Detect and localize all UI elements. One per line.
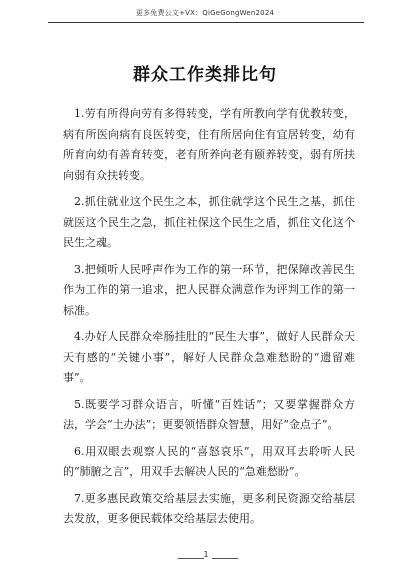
paragraph-1: 1.劳有所得向劳有多得转变，学有所教向学有优教转变，病有所医向病有良医转变，住有所居向住有宜居转变，幼有所育向幼有善育转变，老有所养向老有颐养转变，弱有所扶向弱有众扶转变。 (63, 107, 355, 182)
footer-divider-right (212, 558, 238, 559)
document-body (63, 104, 355, 536)
page-number: 1 (203, 550, 209, 559)
document-title: 群众工作类排比句 (133, 65, 277, 85)
header-divider (48, 22, 364, 23)
paragraph-7: 7.更多惠民政策交给基层去实施，更多利民资源交给基层去发放，更多便民载体交给基层去使用。 (63, 491, 355, 525)
paragraph-2: 2.抓住就业这个民生之本，抓住就学这个民生之基，抓住就医这个民生之急，抓住社保这个民生之盾，抓住文化这个民生之魂。 (63, 195, 355, 249)
paragraph-5: 5.既要学习群众语言，听懂“百姓话”；又要掌握群众方法，学会“土办法”；更要领悟群众智慧，用好“金点子”。 (63, 397, 355, 431)
paragraph-4: 4.办好人民群众牵肠挂肚的“民生大事”，做好人民群众天天有感的“关键小事”，解好人民群众急难愁盼的“遗留难事”。 (63, 330, 355, 384)
paragraph-3: 3.把倾听人民呼声作为工作的第一环节，把保障改善民生作为工作的第一追求，把人民群众满意作为评判工作的第一标准。 (63, 262, 355, 317)
paragraph-6: 6.用双眼去观察人民的“喜怒哀乐”，用双耳去聆听人民的“肺腑之言”，用双手去解决人民的“急难愁盼”。 (63, 444, 355, 478)
header-note: 更多免费公文+VX：QiGeGongWen2024 (135, 9, 275, 17)
